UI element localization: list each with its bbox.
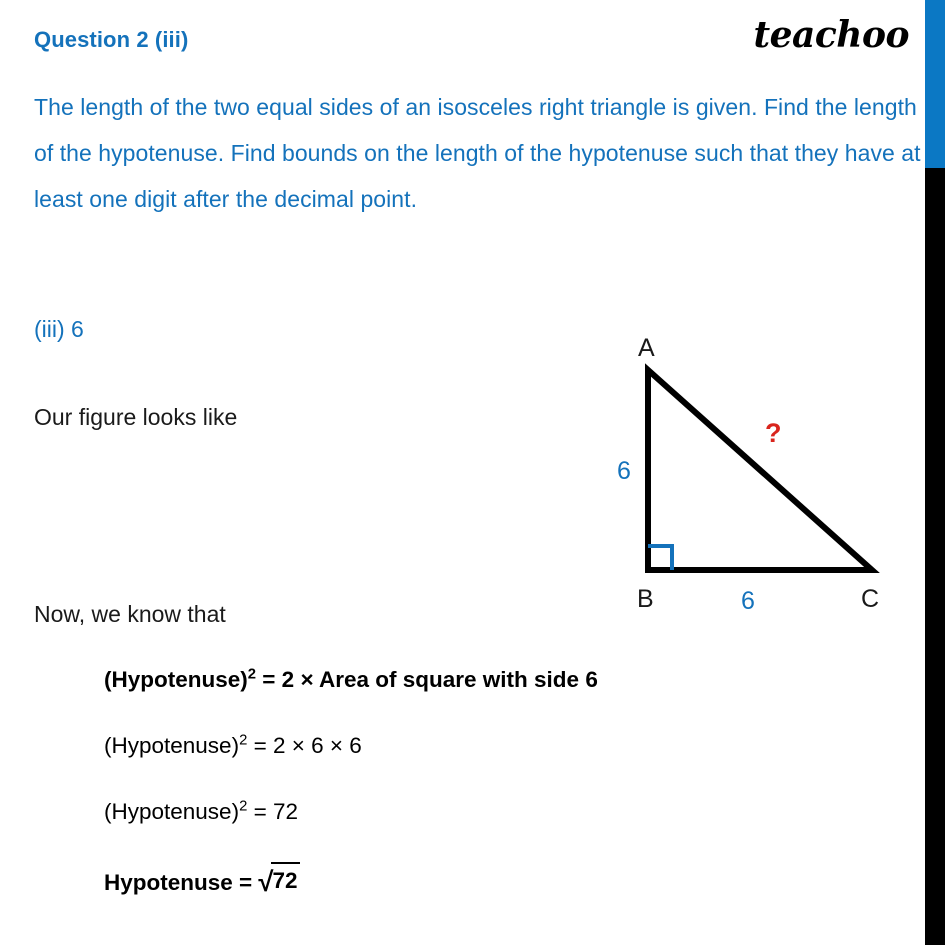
right-edge-black-bar [925, 168, 945, 945]
math-step-2 [104, 730, 362, 762]
vertex-label-a: A [638, 334, 655, 362]
math-step-3 [104, 796, 298, 828]
page-title: Question 2 (iii) [34, 27, 189, 52]
radicand-value: 72 [271, 862, 299, 897]
math-step-2-prefix: (Hypotenuse) [104, 733, 240, 758]
right-triangle-diagram [600, 330, 920, 620]
triangle-outline [648, 370, 872, 570]
side-ab-measure: 6 [617, 457, 631, 485]
math-step-1-prefix: (Hypotenuse) [104, 667, 248, 692]
figure-caption: Our figure looks like [34, 404, 238, 430]
math-step-3-rest: = 72 [247, 799, 299, 824]
math-step-1 [104, 664, 598, 696]
math-step-2-exponent: 2 [239, 732, 248, 749]
math-step-2-rest: = 2 × 6 × 6 [247, 733, 362, 758]
radical-icon: √ [258, 866, 274, 898]
question-part-label: (iii) 6 [34, 316, 84, 342]
square-root-expression [258, 862, 299, 899]
vertex-label-b: B [637, 585, 654, 613]
right-edge-blue-bar [925, 0, 945, 168]
math-step-1-exponent: 2 [247, 666, 257, 683]
hypotenuse-unknown-marker: ? [765, 418, 782, 448]
know-that-text: Now, we know that [34, 601, 226, 627]
math-step-1-rest: = 2 × Area of square with side 6 [256, 667, 598, 692]
math-step-4 [104, 862, 300, 899]
math-step-3-prefix: (Hypotenuse) [104, 799, 240, 824]
side-bc-measure: 6 [741, 587, 755, 615]
math-step-4-prefix: Hypotenuse = [104, 869, 259, 895]
vertex-label-c: C [861, 585, 880, 613]
right-angle-icon [648, 546, 672, 570]
question-text: The length of the two equal sides of an isosceles right triangle is given. Find the length of the hypotenuse. Find bounds on the length of the hypotenuse such that they have at least one digit after the decimal point. [34, 94, 921, 212]
teachoo-logo: teachoo [753, 14, 909, 56]
math-step-3-exponent: 2 [239, 798, 248, 815]
